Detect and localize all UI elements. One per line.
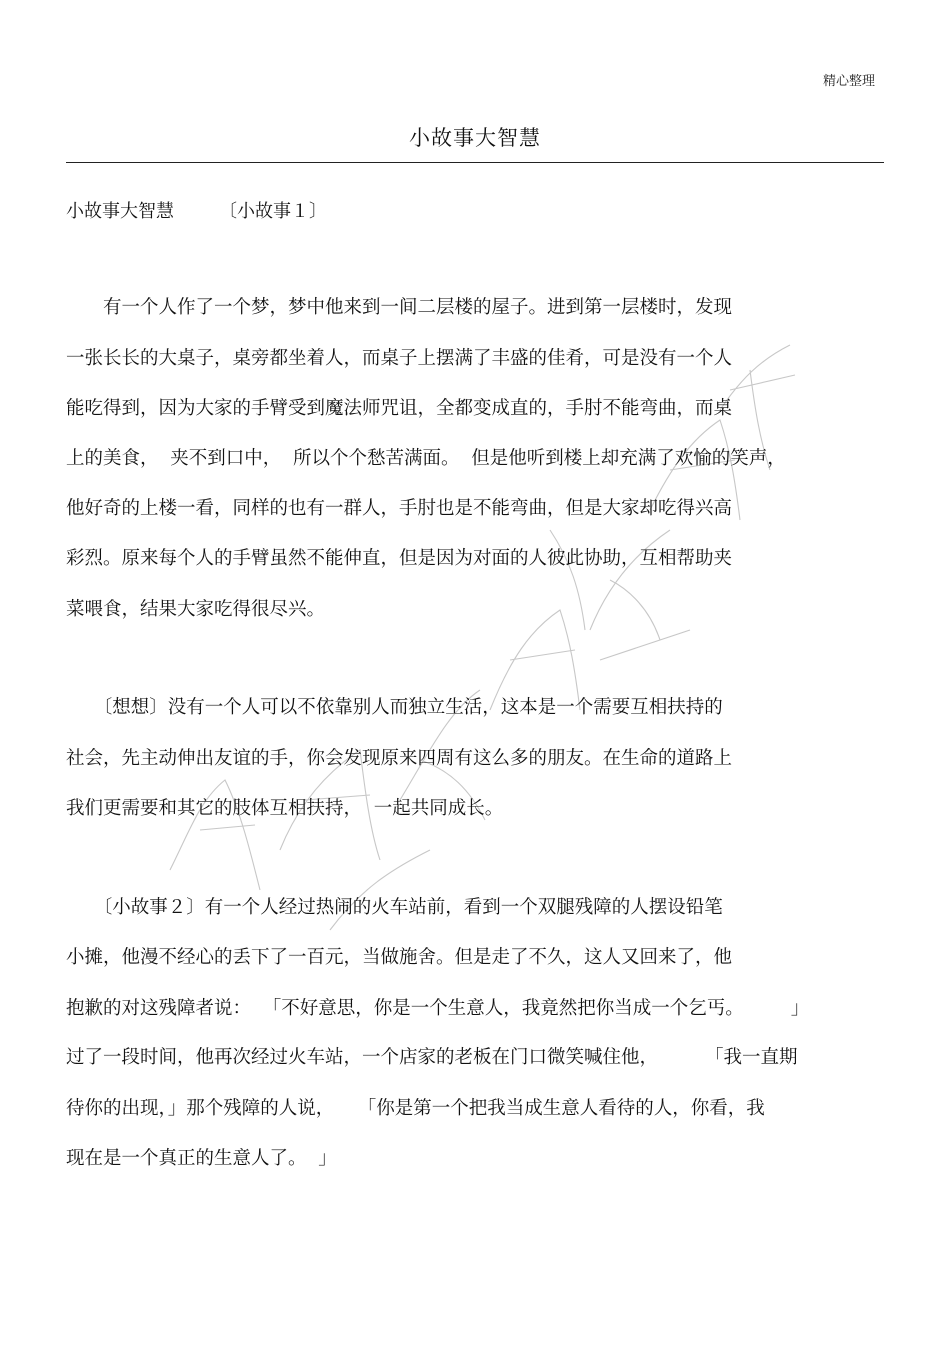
text-line: 他好奇的上楼一看，同样的也有一群人，手肘也是不能弯曲，但是大家却吃得兴高 — [66, 498, 733, 519]
text-line: 有一个人作了一个梦，梦中他来到一间二层楼的屋子。进到第一层楼时，发现 — [66, 297, 733, 318]
text-line: 社会，先主动伸出友谊的手，你会发现原来四周有这么多的朋友。在生命的道路上 — [66, 748, 733, 769]
section-subheading: 小故事大智慧 〔小故事１〕 — [66, 201, 327, 222]
text-line: 能吃得到，因为大家的手臂受到魔法师咒诅，全都变成直的，手肘不能弯曲，而桌 — [66, 398, 733, 419]
title-divider — [66, 162, 884, 163]
text-line: 一张长长的大桌子，桌旁都坐着人，而桌子上摆满了丰盛的佳肴，可是没有一个人 — [66, 348, 733, 369]
text-line: 菜喂食，结果大家吃得很尽兴。 — [66, 599, 326, 620]
text-line: 〔小故事２〕有一个人经过热闹的火车站前，看到一个双腿残障的人摆设铅笔 — [66, 897, 723, 918]
text-line: 抱歉的对这残障者说： 「不好意思，你是一个生意人，我竟然把你当成一个乞丐。 」 — [66, 998, 810, 1019]
handwritten-watermark — [130, 330, 850, 950]
text-line: 上的美食， 夹不到口中， 所以个个愁苦满面。 但是他听到楼上却充满了欢愉的笑声， — [66, 448, 786, 469]
text-line: 彩烈。原来每个人的手臂虽然不能伸直，但是因为对面的人彼此协助，互相帮助夹 — [66, 548, 733, 569]
text-line: 过了一段时间，他再次经过火车站，一个店家的老板在门口微笑喊住他， 「我一直期 — [66, 1047, 798, 1068]
text-line: 我们更需要和其它的肢体互相扶持， 一起共同成长。 — [66, 798, 504, 819]
text-line: 现在是一个真正的生意人了。 」 — [66, 1148, 337, 1169]
document-title: 小故事大智慧 — [409, 126, 541, 150]
corner-note: 精心整理 — [822, 74, 875, 89]
text-line: 待你的出现，」那个残障的人说， 「你是第一个把我当成生意人看待的人，你看，我 — [66, 1098, 765, 1119]
text-line: 小摊，他漫不经心的丢下了一百元，当做施舍。但是走了不久，这人又回来了，他 — [66, 947, 733, 968]
text-line: 〔想想〕没有一个人可以不依靠别人而独立生活，这本是一个需要互相扶持的 — [66, 697, 723, 718]
